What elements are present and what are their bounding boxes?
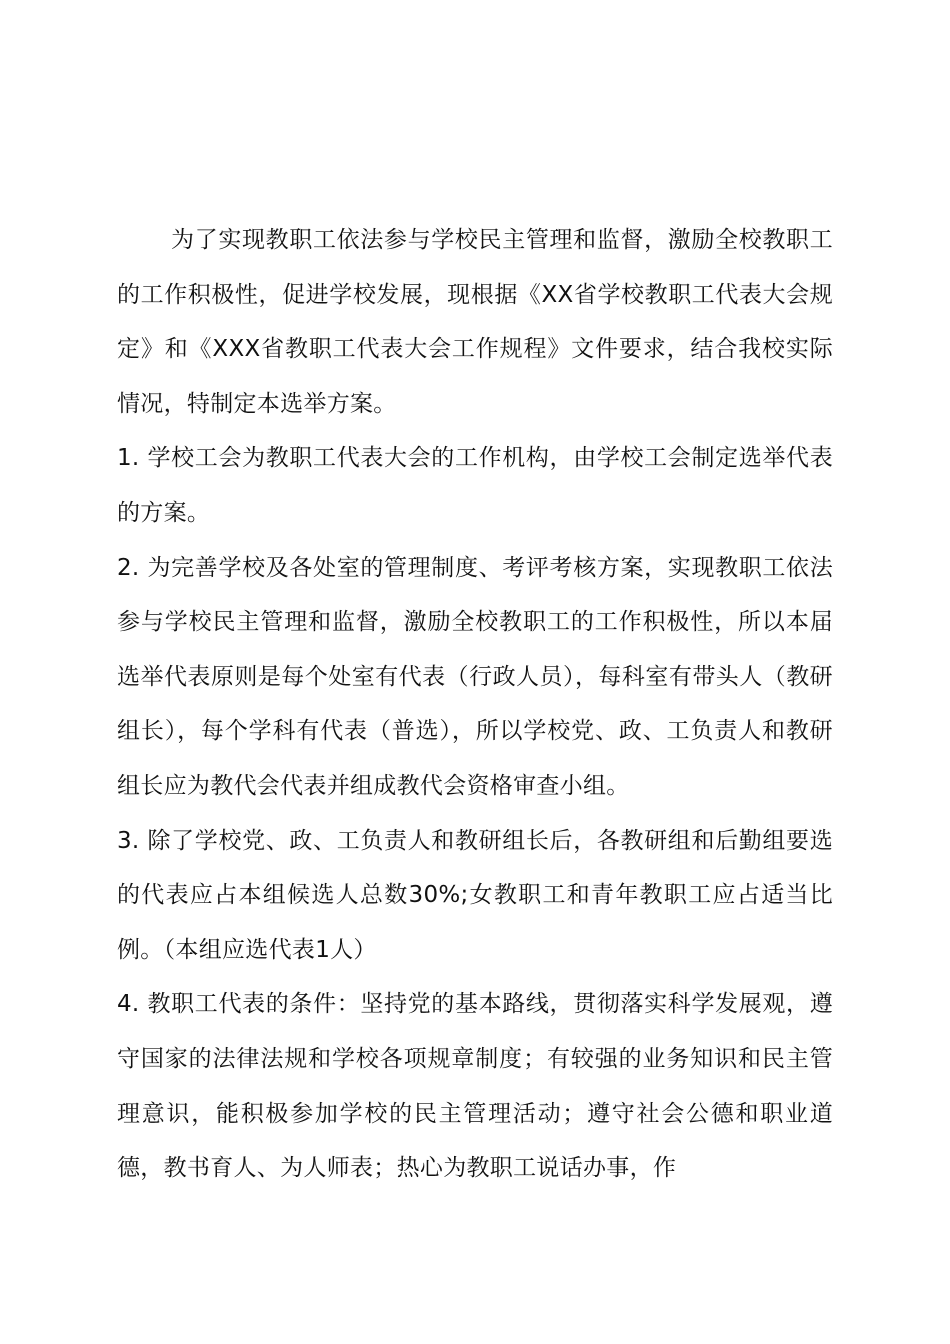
list-item-3: 3. 除了学校党、政、工负责人和教研组长后，各教研组和后勤组要选的代表应占本组候选人总数30%;女教职工和青年教职工应占适当比例。（本组应选代表1人） xyxy=(117,827,833,963)
document-body xyxy=(117,213,833,1196)
list-item-1: 1. 学校工会为教职工代表大会的工作机构，由学校工会制定选举代表的方案。 xyxy=(117,445,833,526)
intro-paragraph: 为了实现教职工依法参与学校民主管理和监督，激励全校教职工的工作积极性，促进学校发展，现根据《XX省学校教职工代表大会规定》和《XXX省教职工代表大会工作规程》文件要求，结合我校实际情况，特制定本选举方案。 xyxy=(117,227,833,417)
list-item-2: 2. 为完善学校及各处室的管理制度、考评考核方案，实现教职工依法参与学校民主管理和监督，激励全校教职工的工作积极性，所以本届选举代表原则是每个处室有代表（行政人员），每科室有带头人（教研组长），每个学科有代表（普选），所以学校党、政、工负责人和教研组长应为教代会代表并组成教代会资格审查小组。 xyxy=(117,554,833,799)
list-item-4: 4. 教职工代表的条件：坚持党的基本路线，贯彻落实科学发展观，遵守国家的法律法规和学校各项规章制度；有较强的业务知识和民主管理意识，能积极参加学校的民主管理活动；遵守社会公德和职业道德，教书育人、为人师表；热心为教职工说话办事，作 xyxy=(117,991,833,1182)
